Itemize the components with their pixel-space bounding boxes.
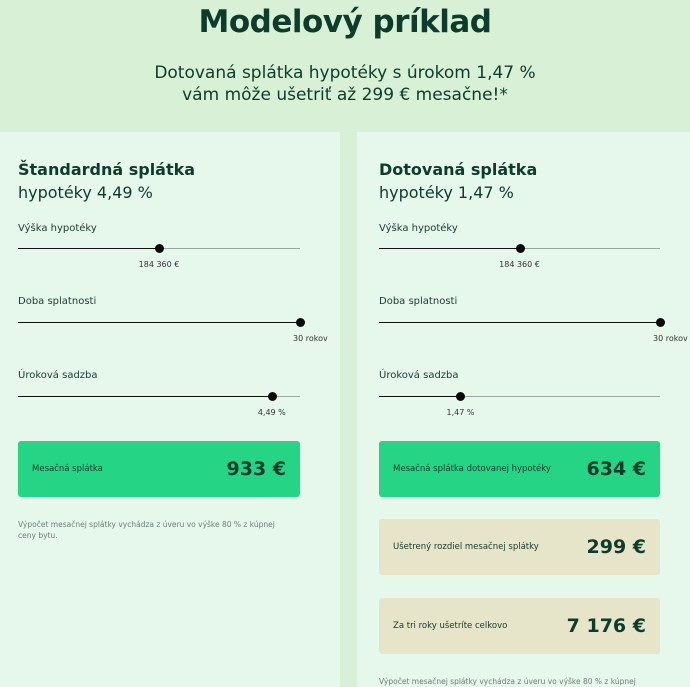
slider-fill: [379, 248, 520, 249]
slider-value: 184 360 €: [138, 260, 180, 269]
panel-title-rate: hypotéky 1,47 %: [379, 183, 514, 202]
repayment-period-label: Doba splatnosti: [18, 296, 97, 307]
slider-handle[interactable]: [268, 392, 277, 401]
result-label: Mesačná splátka: [32, 464, 103, 474]
subtitle-line-1: Dotovaná splátka hypotéky s úrokom 1,47 %: [154, 63, 536, 83]
slider-handle[interactable]: [656, 318, 665, 327]
panel-title-bold: Dotovaná splátka: [379, 160, 538, 179]
slider-fill: [379, 322, 660, 323]
monthly-payment-result: [18, 441, 300, 497]
header: [0, 0, 690, 132]
slider-handle[interactable]: [155, 244, 164, 253]
interest-rate-slider[interactable]: [379, 396, 660, 417]
slider-fill: [18, 396, 272, 397]
calculation-note: Výpočet mesačnej splátky vychádza z úveru vo výške 80 % z kúpnej: [379, 677, 636, 686]
slider-value: 4,49 %: [257, 408, 286, 417]
slider-value: 30 rokov: [293, 334, 328, 343]
slider-value: 184 360 €: [499, 260, 540, 269]
result-label: Mesačná splátka dotovanej hypotéky: [393, 464, 551, 474]
page-title: Modelový príklad: [198, 4, 492, 40]
mortgage-amount-slider[interactable]: [379, 248, 660, 269]
result-label: Za tri roky ušetríte celkovo: [393, 621, 508, 631]
result-value: 634 €: [586, 458, 646, 480]
slider-handle[interactable]: [296, 318, 305, 327]
mortgage-amount-slider[interactable]: [18, 248, 300, 269]
slider-fill: [379, 396, 460, 397]
repayment-period-slider[interactable]: [379, 322, 688, 343]
subsidized-monthly-payment-result: [379, 441, 660, 497]
subtitle-line-2: vám môže ušetriť až 299 € mesačne!*: [182, 85, 508, 105]
subsidized-payment-panel: [357, 132, 690, 687]
monthly-savings-result: [379, 519, 660, 575]
panel-title-rate: hypotéky 4,49 %: [18, 183, 153, 202]
interest-rate-label: Úroková sadzba: [379, 370, 459, 381]
panel-title: [379, 158, 537, 204]
interest-rate-label: Úroková sadzba: [18, 370, 98, 381]
slider-fill: [18, 248, 159, 249]
mortgage-amount-label: Výška hypotéky: [18, 223, 97, 234]
calculation-note: Výpočet mesačnej splátky vychádza z úveru vo výške 80 % z kúpnej ceny bytu.: [18, 520, 275, 540]
repayment-period-slider[interactable]: [18, 322, 328, 343]
result-value: 299 €: [586, 536, 646, 558]
interest-rate-slider[interactable]: [18, 396, 300, 417]
three-year-savings-result: [379, 598, 660, 654]
standard-payment-panel: [0, 132, 340, 687]
slider-value: 30 rokov: [653, 334, 688, 343]
panel-title-bold: Štandardná splátka: [18, 160, 196, 179]
panel-title: [18, 158, 195, 204]
mortgage-amount-label: Výška hypotéky: [379, 223, 458, 234]
repayment-period-label: Doba splatnosti: [379, 296, 458, 307]
slider-value: 1,47 %: [446, 408, 475, 417]
result-label: Ušetrený rozdiel mesačnej splátky: [393, 542, 539, 552]
page-subtitle: [0, 62, 690, 106]
slider-handle[interactable]: [516, 244, 525, 253]
slider-handle[interactable]: [456, 392, 465, 401]
result-value: 933 €: [226, 458, 286, 480]
slider-fill: [18, 322, 300, 323]
result-value: 7 176 €: [566, 615, 646, 637]
